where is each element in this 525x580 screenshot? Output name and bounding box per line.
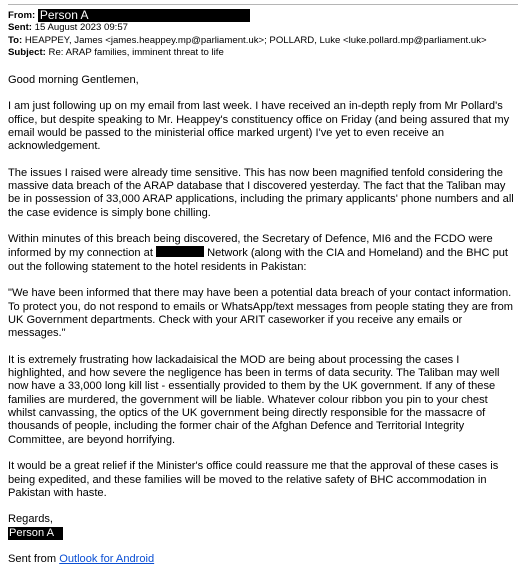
sign-off [8,513,518,540]
sent-from-prefix: Sent from [8,553,60,566]
paragraph-request: It would be a great relief if the Minister's office could reassure me that the approval of these cases is being expedited, and these families will be moved to the relative safety of BHC accommodation in Pakistan with haste. [8,460,499,499]
sent-row [8,22,518,34]
sent-from-line [8,553,518,566]
to-row [8,35,518,47]
paragraph-notification [8,233,518,274]
sent-value: 15 August 2023 09:57 [34,22,129,34]
from-redacted-name: Person A [38,9,250,22]
redaction-block [156,246,204,257]
header-divider [8,4,518,5]
from-row [8,9,518,22]
greeting: Good morning Gentlemen, [8,73,139,86]
to-value: HEAPPEY, James <james.heappey.mp@parliament.uk>; POLLARD, Luke <luke.pollard.mp@parliament.uk> [24,34,487,46]
paragraph-data-breach: The issues I raised were already time sensitive. This has now been magnified tenfold considering the massive data breach of the ARAP database that I discovered yesterday. The fact that the Taliban may be in possession of 33,000 ARAP applications, including the primary applicants' phone numbers and all the case evidence is simply bone chilling. [8,166,514,219]
paragraph-notification-end: Network (along with the CIA and Homeland) and the BHC put out the following statement to the hotel residents in Pakistan: [8,247,509,273]
quoted-statement: "We have been informed that there may have been a potential data breach of your contact information. To protect you, do not respond to emails or WhatsApp/text messages from people stating they are from UK Government departments. Check with your ARIT caseworker if you receive any emails or messages." [8,287,514,340]
regards-text: Regards, [8,513,54,526]
subject-label: Subject: [8,47,46,59]
email-message [8,4,518,580]
paragraph-notification-start: Within minutes of this breach being discovered, the Secretary of Defence, MI6 and the FCDO were informed by my connection at [8,233,493,260]
signature-redacted-name: Person A [8,527,63,540]
sent-label: Sent: [8,22,32,34]
subject-row [8,47,518,59]
to-label: To: [8,34,23,46]
paragraph-follow-up: I am just following up on my email from last week. I have received an in-depth reply from Mr Pollard's office, but despite speaking to Mr. Heappey's constituency office on Friday (and being assured that my email would be passed to the ministerial office marked urgent) I've yet to even receive an acknowledgement. [8,100,510,153]
outlook-for-android-link[interactable]: Outlook for Android [59,553,155,566]
subject-value: Re: ARAP families, imminent threat to life [48,47,224,59]
paragraph-frustration: It is extremely frustrating how lackadaisical the MOD are being about processing the cases I highlighted, and how severe the negligence has been in terms of data security. The Taliban may well now have a 33,000 long kill list - essentially provided to them by the UK government. If any of these families are murdered, the government will be liable. Whatever colour ribbon you pin to your chest whilst canvassing, the optics of the UK government being directly responsible for the massacre of thousands of people, including the former chair of the Afghan Defence and Territorial Integrity Committee, are beyond horrifying. [8,353,500,446]
from-label: From: [8,10,36,21]
email-body [8,74,518,567]
